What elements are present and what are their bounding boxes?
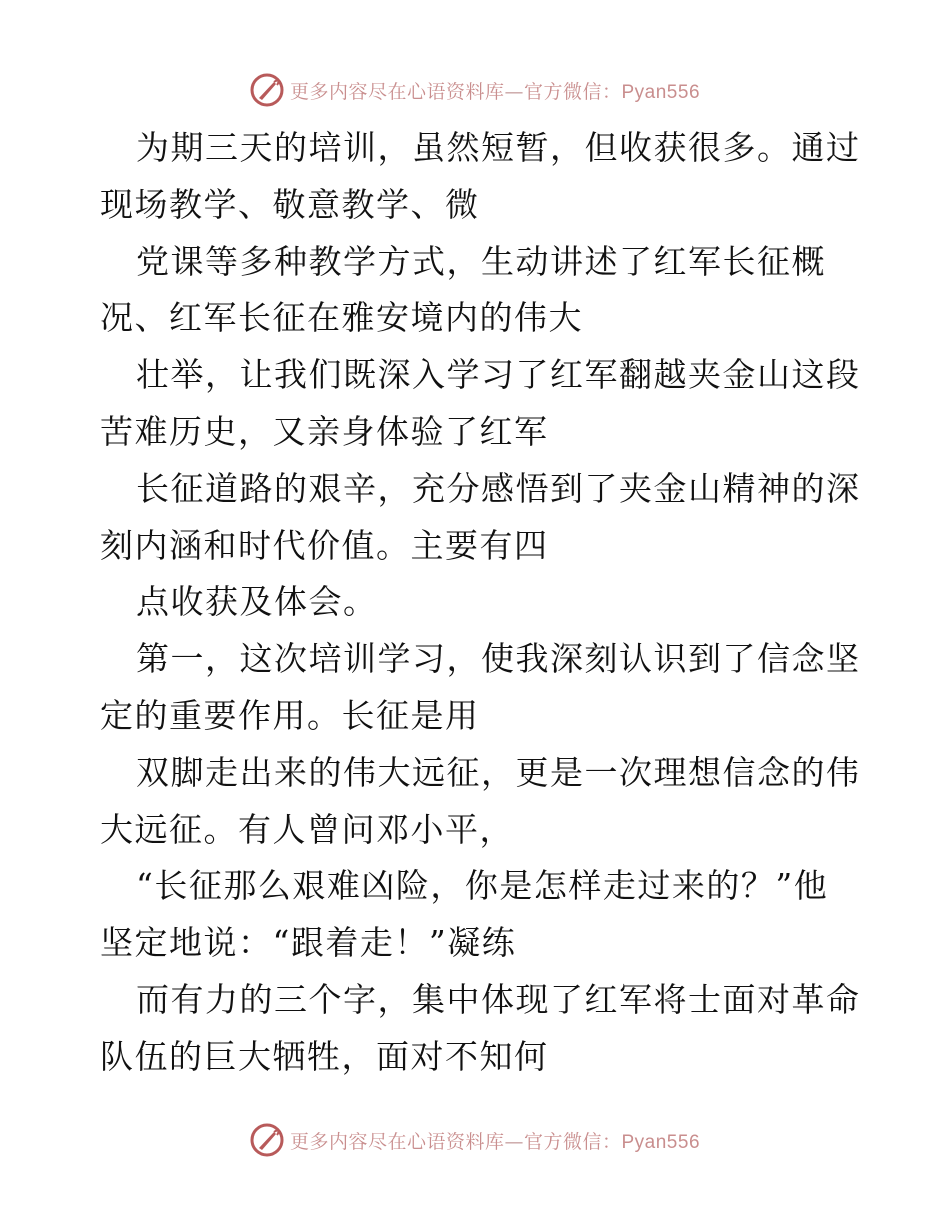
- text-line: 况、红军长征在雅安境内的伟大: [100, 298, 583, 338]
- text-line: “长征那么艰难凶险，你是怎样走过来的？”他: [136, 866, 829, 906]
- text-line: 双脚走出来的伟大远征，更是一次理想信念的伟: [136, 752, 861, 792]
- text-line: 党课等多种教学方式，生动讲述了红军长征概: [136, 241, 826, 281]
- text-line: 为期三天的培训，虽然短暂，但收获很多。通过: [136, 128, 861, 167]
- quill-logo-icon: [250, 1123, 284, 1157]
- watermark-brand: 更多内容尽在心语资料库: [289, 1130, 505, 1153]
- watermark-text: [290, 1127, 700, 1154]
- footer-watermark: [0, 1120, 950, 1160]
- watermark-brand: 更多内容尽在心语资料库: [289, 80, 505, 103]
- watermark-wechat-id: Pyan556: [621, 81, 701, 103]
- text-line: 长征道路的艰辛，充分感悟到了夹金山精神的深: [136, 468, 861, 508]
- text-line: 现场教学、敬意教学、微: [100, 184, 480, 224]
- watermark-wechat-label: 官方微信：: [523, 80, 622, 103]
- text-line: 苦难历史，又亲身体验了红军: [100, 411, 549, 451]
- watermark-wechat-id: Pyan556: [621, 1131, 701, 1153]
- document-body: [100, 120, 860, 1086]
- quill-logo-icon: [250, 73, 284, 107]
- text-line: 壮举，让我们既深入学习了红军翻越夹金山这段: [136, 355, 861, 395]
- watermark-dash: —: [504, 1130, 524, 1153]
- text-line: 第一，这次培训学习，使我深刻认识到了信念坚: [136, 639, 861, 679]
- watermark-dash: —: [504, 80, 524, 103]
- text-line: 刻内涵和时代价值。主要有四: [100, 525, 549, 565]
- text-line: 定的重要作用。长征是用: [100, 695, 480, 735]
- text-line: 而有力的三个字，集中体现了红军将士面对革命: [136, 979, 861, 1019]
- text-line: 坚定地说：“跟着走！”凝练: [100, 923, 517, 963]
- header-watermark: [0, 70, 950, 110]
- text-line: 点收获及体会。: [136, 582, 378, 622]
- text-line: 队伍的巨大牺牲，面对不知何: [100, 1036, 549, 1076]
- watermark-wechat-label: 官方微信：: [523, 1130, 622, 1153]
- text-line: 大远征。有人曾问邓小平，: [100, 809, 514, 849]
- watermark-text: [290, 77, 700, 104]
